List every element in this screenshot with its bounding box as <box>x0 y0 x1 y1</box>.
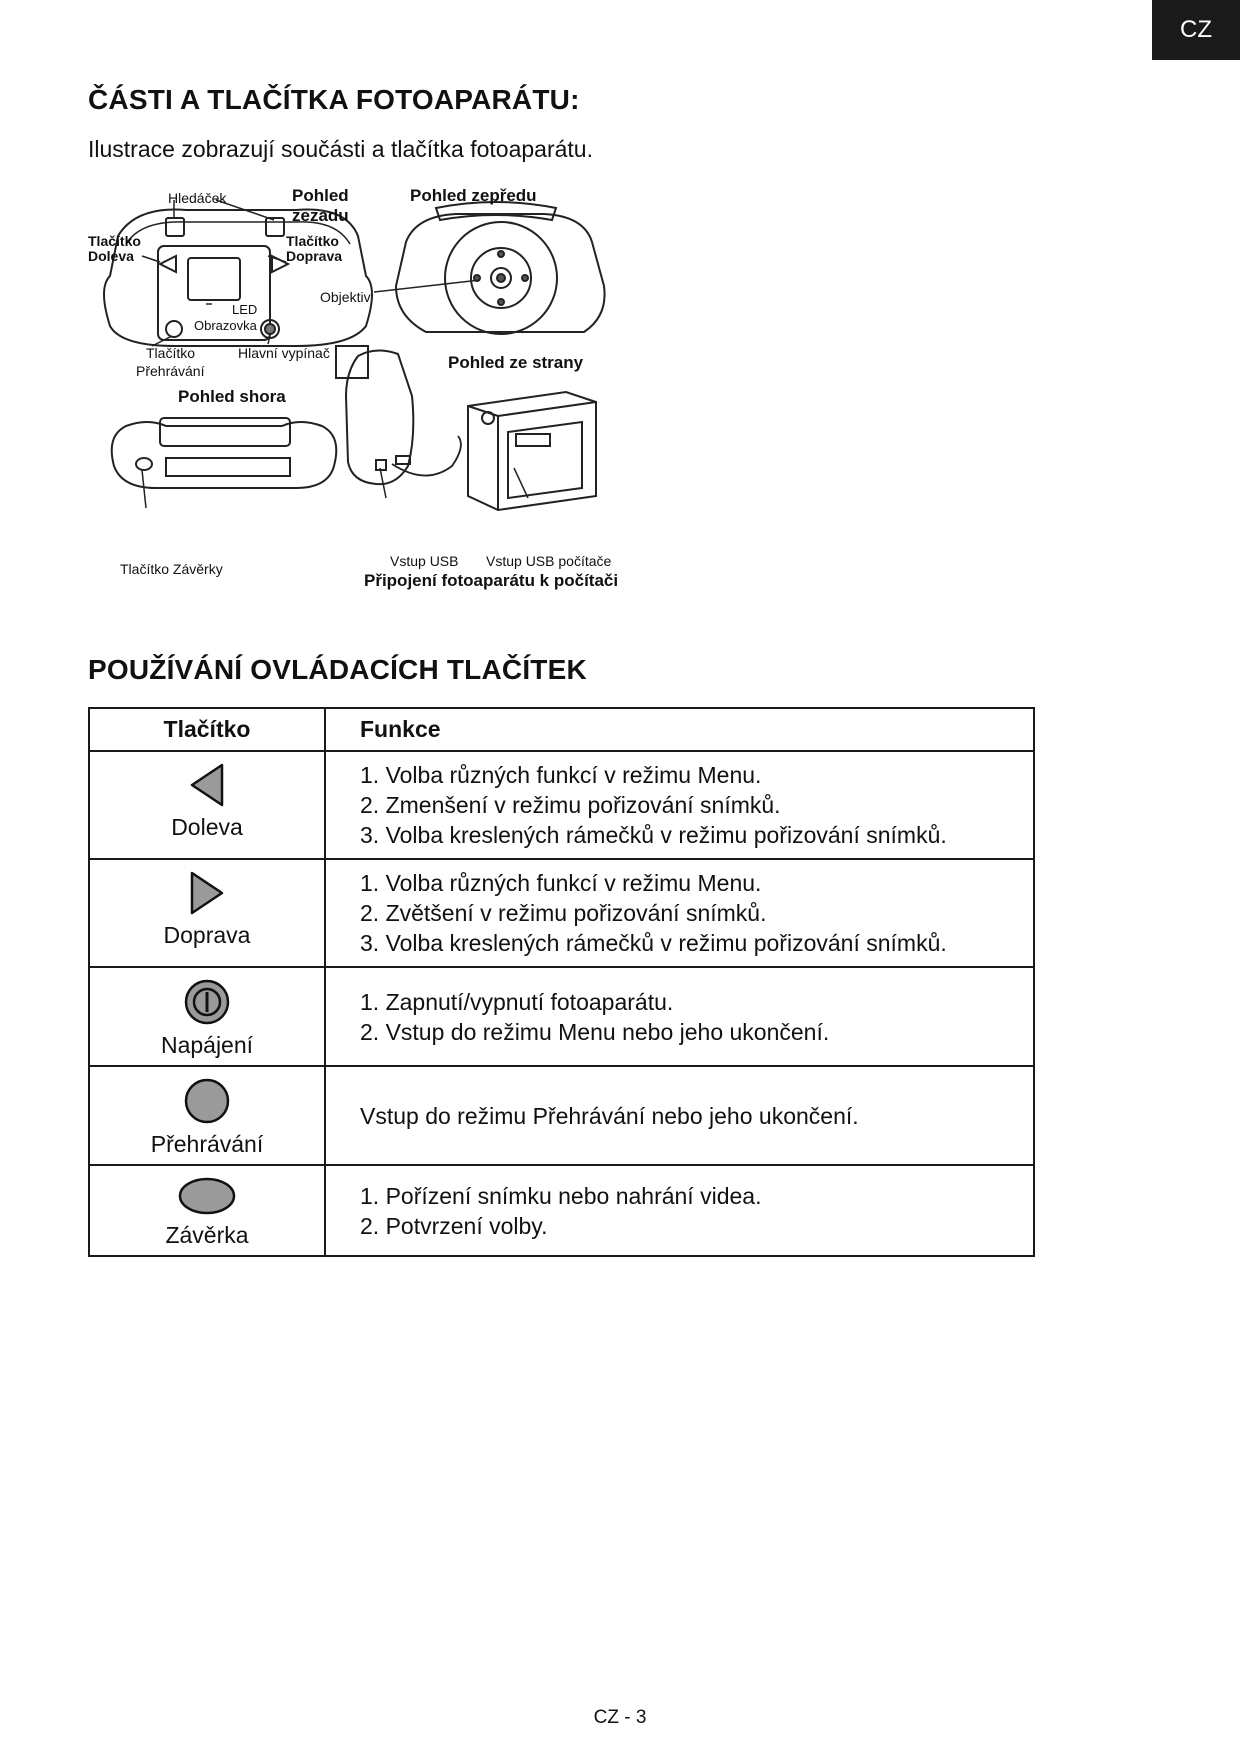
label-viewfinder: Hledáček <box>168 190 227 206</box>
button-name: Napájení <box>160 1032 254 1058</box>
label-lens: Objektiv <box>320 289 371 305</box>
function-line: Vstup do režimu Přehrávání nebo jeho ukončení. <box>360 1102 859 1129</box>
button-name: Doprava <box>163 922 251 948</box>
label-power-switch: Hlavní vypínač <box>238 345 330 361</box>
playback-circle-icon <box>183 1077 231 1125</box>
language-tab: CZ <box>1152 0 1240 60</box>
controls-heading: POUŽÍVÁNÍ OVLÁDACÍCH TLAČÍTEK <box>88 654 587 685</box>
table-row <box>89 1165 1034 1256</box>
col-button-header: Tlačítko <box>89 708 325 751</box>
power-icon <box>183 978 231 1026</box>
function-line: 2. Zvětšení v režimu pořizování snímků. <box>360 900 767 926</box>
camera-illustration <box>88 186 696 596</box>
label-playback-1: Tlačítko <box>146 345 196 361</box>
label-right-btn-1: Tlačítko <box>286 233 339 249</box>
label-usb-in: Vstup USB <box>390 553 459 569</box>
function-line: 1. Zapnutí/vypnutí fotoaparátu. <box>360 988 674 1015</box>
table-row <box>89 967 1034 1066</box>
front-view-camera <box>396 202 605 334</box>
button-name: Doleva <box>171 814 243 840</box>
top-view-camera <box>112 418 337 488</box>
function-line: 1. Volba různých funkcí v režimu Menu. <box>360 870 762 896</box>
computer-tower <box>468 392 596 510</box>
controls-table <box>88 707 1035 1257</box>
page-number: CZ - 3 <box>593 1707 647 1728</box>
table-row <box>89 1066 1034 1165</box>
label-playback-2: Přehrávání <box>136 363 205 379</box>
label-led: LED <box>232 302 258 317</box>
label-screen: Obrazovka <box>194 318 257 333</box>
table-row <box>89 751 1034 859</box>
label-top-view: Pohled shora <box>178 387 286 406</box>
label-pc-usb: Vstup USB počítače <box>486 553 612 569</box>
label-right-btn-2: Doprava <box>286 248 343 264</box>
function-line: 2. Vstup do režimu Menu nebo jeho ukončení. <box>360 1018 830 1045</box>
shutter-oval-icon <box>177 1176 237 1216</box>
parts-heading: ČÁSTI A TLAČÍTKA FOTOAPARÁTU: <box>88 84 580 115</box>
label-rear-view-1: Pohled <box>292 186 349 205</box>
label-rear-view-2: zezadu <box>292 206 349 225</box>
label-shutter: Tlačítko Závěrky <box>120 561 223 577</box>
left-arrow-icon <box>189 762 225 808</box>
col-function-header: Funkce <box>325 708 1034 751</box>
label-left-btn-2: Doleva <box>88 248 134 264</box>
right-arrow-icon <box>189 870 225 916</box>
button-name: Závěrka <box>165 1222 249 1248</box>
function-line: 2. Potvrzení volby. <box>360 1212 548 1239</box>
function-line: 3. Volba kreslených rámečků v režimu pořizování snímků. <box>360 822 947 848</box>
function-line: 3. Volba kreslených rámečků v režimu pořizování snímků. <box>360 930 947 956</box>
table-row <box>89 859 1034 967</box>
button-name: Přehrávání <box>150 1131 264 1157</box>
function-line: 1. Volba různých funkcí v režimu Menu. <box>360 762 762 788</box>
label-left-btn-1: Tlačítko <box>88 233 141 249</box>
intro-text: Ilustrace zobrazují součásti a tlačítka fotoaparátu. <box>88 136 593 162</box>
function-line: 1. Pořízení snímku nebo nahrání videa. <box>360 1182 762 1209</box>
table-header-row <box>89 708 1034 751</box>
label-connect-caption: Připojení fotoaparátu k počítači <box>364 571 619 590</box>
label-side-view: Pohled ze strany <box>448 353 584 372</box>
label-front-view: Pohled zepředu <box>410 186 537 205</box>
function-line: 2. Zmenšení v režimu pořizování snímků. <box>360 792 781 818</box>
